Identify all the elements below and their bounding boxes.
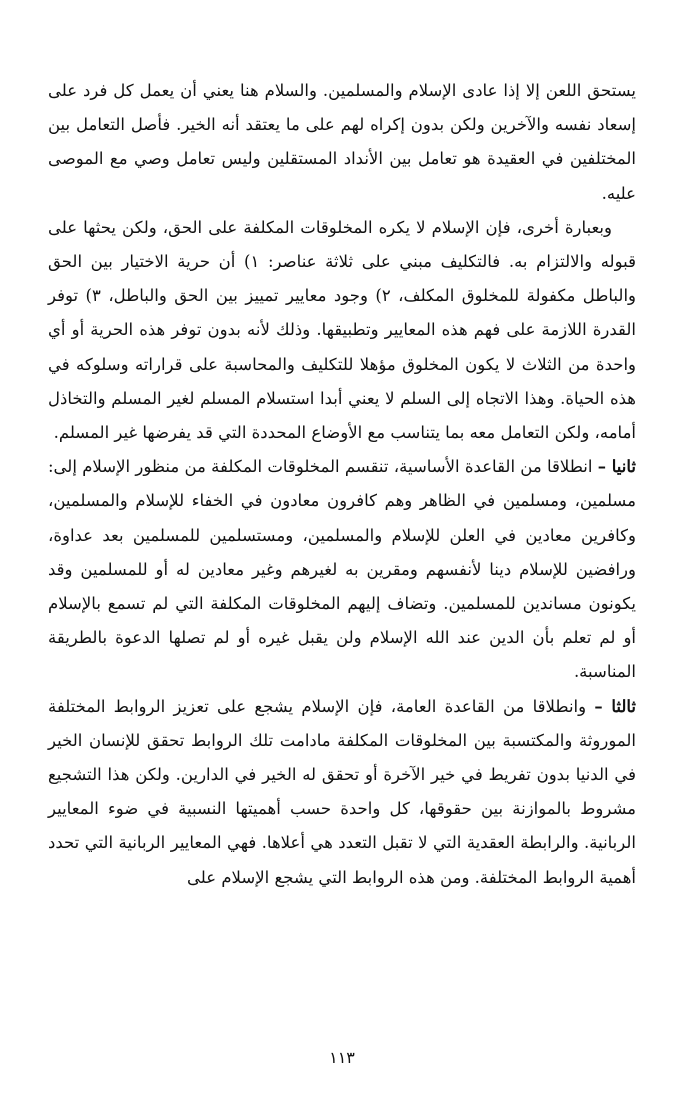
paragraph-4-lead: ثالثا – [594, 696, 636, 716]
paragraph-1 [48, 74, 636, 211]
page-body [48, 74, 636, 895]
paragraph-4 [48, 690, 636, 895]
page-number: ١١٣ [329, 1048, 355, 1067]
paragraph-3 [48, 450, 636, 689]
paragraph-2-text: وبعبارة أخرى، فإن الإسلام لا يكره المخلوقات المكلفة على الحق، ولكن يحثها على قبوله والالتزام به. فالتكليف مبني على ثلاثة عناصر: ١) أن حرية الاختيار بين الحق والباطل مكفولة للمخلوق المكلف، ٢) وجود معايير تمييز بين الحق والباطل، ٣) توفر القدرة اللازمة على فهم هذه المعايير وتطبيقها. وذلك لأنه بدون توفر هذه الحرية أو أي واحدة من الثلاث لا يكون المخلوق مؤهلا للتكليف والمحاسبة على قراراته وسلوكه في هذه الحياة. وهذا الاتجاه إلى السلم لا يعني أبدا استسلام المسلم لغير المسلم والتخاذل أمامه، ولكن التعامل معه بما يتناسب مع الأوضاع المحددة التي قد يفرضها غير المسلم. [48, 217, 636, 443]
paragraph-2 [48, 211, 636, 450]
paragraph-3-lead: ثانيا – [597, 457, 636, 477]
paragraph-1-text: يستحق اللعن إلا إذا عادى الإسلام والمسلمين. والسلام هنا يعني أن يعمل كل فرد على إسعاد نفسه والآخرين ولكن بدون إكراه لهم على ما يعتقد أنه الخير. فأصل التعامل بين المختلفين في العقيدة هو تعامل بين الأنداد المستقلين وليس تعامل وصي مع الموصى عليه. [48, 81, 636, 203]
paragraph-3-text: انطلاقا من القاعدة الأساسية، تنقسم المخلوقات المكلفة من منظور الإسلام إلى: مسلمين، ومسلمين في الظاهر وهم كافرون معادون في الخفاء للإسلام والمسلمين، وكافرين معادين في العلن للإسلام والمسلمين، ومستسلمين للمسلمين بعد عداوة، ورافضين للإسلام دينا لأنفسهم ومقرين به لغيرهم وغير معادين له أو للمسلمين وقد يكونون مساندين للمسلمين. وتضاف إليهم المخلوقات المكلفة التي لم تسمع بالإسلام أو لم تعلم بأن الدين عند الله الإسلام ولن يقبل غيره أو لم تصلها الدعوة بالطريقة المناسبة. [48, 457, 636, 682]
paragraph-4-text: وانطلاقا من القاعدة العامة، فإن الإسلام يشجع على تعزيز الروابط المختلفة الموروثة والمكتسبة بين المخلوقات المكلفة مادامت تلك الروابط تحقق للإنسان الخير في الدنيا بدون تفريط في خير الآخرة أو تحقق له الخير في الدارين. ولكن هذا التشجيع مشروط بالموازنة بين حقوقها، كل واحدة حسب أهميتها النسبية في ضوء المعايير الربانية. والرابطة العقدية التي لا تقبل التعدد هي أعلاها. فهي المعايير الربانية التي تحدد أهمية الروابط المختلفة. ومن هذه الروابط التي يشجع الإسلام على [48, 696, 636, 887]
